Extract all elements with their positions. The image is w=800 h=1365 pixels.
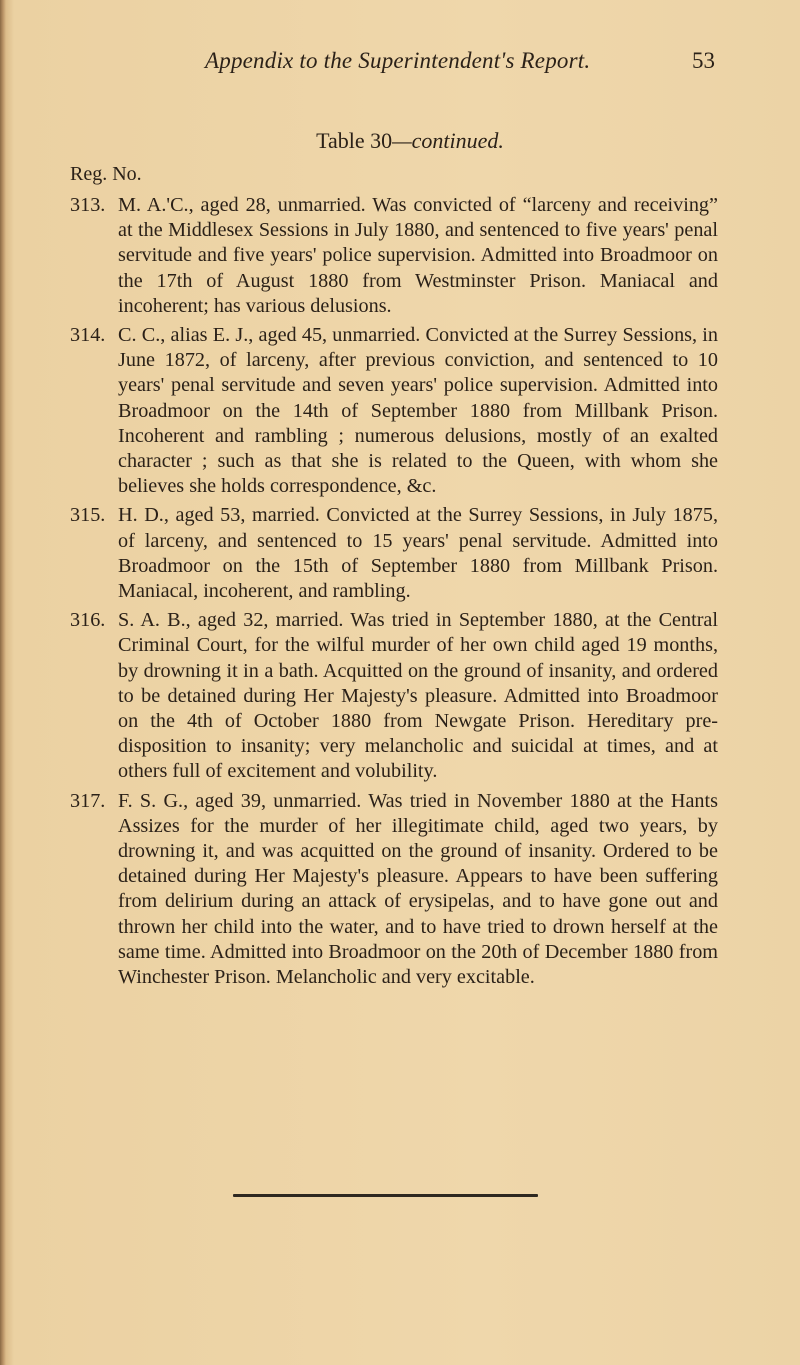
running-head: Appendix to the Superintendent's Report. — [205, 48, 591, 73]
table-title — [0, 128, 800, 154]
case-description: F. S. G., aged 39, unmarried. Was tried in November 1880 at the Hants Assizes for the murder of her illegitimate child, aged two years, by drowning it, and was acquitted on the ground of insanity. Ordered to be detained during Her Majesty's pleasure. Appears to have been suffering from delirium during an attack of erysipelas, and to have gone out and thrown her child into the water, and to have tried to drown herself at the same time. Admitted into Broadmoor on the 20th of December 1880 from Winchester Prison. Melancholic and very excitable. — [118, 789, 718, 989]
reg-number: 314. — [70, 324, 106, 347]
case-description: M. A.'C., aged 28, unmarried. Was convicted of “larceny and receiving” at the Middlesex Sessions in July 1880, and sentenced to five years' penal servitude and five years' police supervision. Admitted into Broadmoor on the 17th of August 1880 from Westminster Prison. Maniacal and incoherent; has various delusions. — [118, 194, 718, 317]
reg-number: 313. — [70, 194, 106, 216]
case-entry-314 — [70, 323, 718, 499]
case-entry-315 — [70, 503, 718, 604]
case-entries — [70, 193, 718, 994]
reg-number: 317. — [70, 789, 106, 812]
case-entry-313 — [70, 193, 718, 319]
case-description: S. A. B., aged 32, married. Was tried in September 1880, at the Central Criminal Court, for the wilful murder of her own child aged 19 months, by drowning it in a bath. Acquitted on the ground of insanity, and ordered to be detained during Her Majesty's pleasure. Admitted into Broadmoor on the 4th of October 1880 from Newgate Prison. Hereditary pre-disposition to insanity; very melancholic and suicidal at times, and at others full of excitement and volubility. — [118, 609, 718, 783]
table-title-suffix: —continued. — [392, 128, 504, 153]
end-rule-divider — [233, 1194, 538, 1197]
case-description: C. C., alias E. J., aged 45, unmarried. Convicted at the Surrey Sessions, in June 1872, of larceny, after previous conviction, and sentenced to 10 years' penal servitude and seven years' police supervision. Admitted into Broadmoor on the 14th of September 1880 from Millbank Prison. Incoherent and rambling ; numerous delusions, mostly of an exalted character ; such as that she is related to the Queen, with whom she believes she holds correspondence, &c. — [118, 324, 718, 498]
case-entry-317 — [70, 789, 718, 991]
table-title-main: Table 30 — [316, 128, 393, 153]
reg-number: 316. — [70, 609, 106, 632]
reg-no-column-label: Reg. No. — [70, 163, 142, 185]
reg-number: 315. — [70, 504, 106, 527]
case-description: H. D., aged 53, married. Convicted at the Surrey Sessions, in July 1875, of larceny, and sentenced to 15 years' penal servitude. Admitted into Broadmoor on the 15th of September 1880 from Millbank Prison. Maniacal, incoherent, and rambling. — [118, 504, 718, 603]
case-entry-316 — [70, 608, 718, 784]
page-number: 53 — [692, 48, 715, 73]
